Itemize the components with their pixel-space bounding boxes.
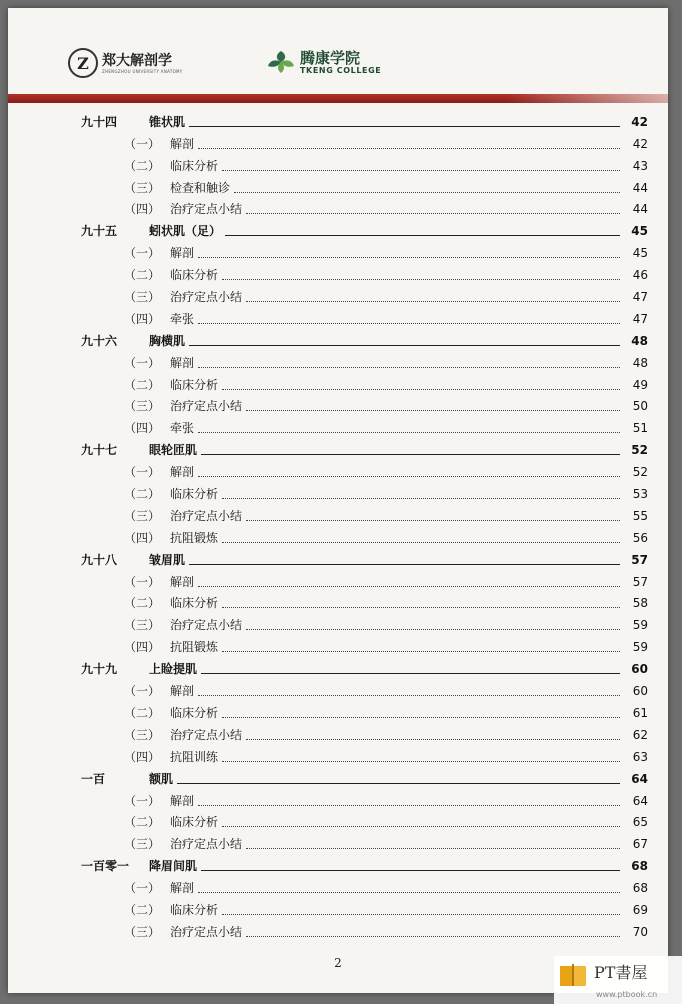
toc-title: 锥状肌 xyxy=(149,114,186,129)
toc-leader xyxy=(198,367,620,368)
toc-leader xyxy=(222,826,620,827)
toc-leader xyxy=(198,586,620,587)
toc-page-number: 62 xyxy=(632,727,648,742)
toc-section-row xyxy=(76,130,648,152)
toc-title: 牵张 xyxy=(170,421,195,436)
toc-title: 临床分析 xyxy=(170,596,219,611)
toc-leader xyxy=(246,936,620,937)
toc-section-row xyxy=(76,677,648,699)
toc-section-row xyxy=(76,787,648,809)
toc-page-number: 57 xyxy=(631,552,648,567)
toc-leader xyxy=(222,717,620,718)
toc-number: （三） xyxy=(124,837,161,852)
toc-page-number: 44 xyxy=(632,180,648,195)
toc-number: （二） xyxy=(124,487,161,502)
toc-title: 治疗定点小结 xyxy=(170,399,243,414)
toc-number: （二） xyxy=(124,268,161,283)
toc-page-number: 59 xyxy=(632,618,648,633)
toc-page-number: 43 xyxy=(632,158,648,173)
toc-title: 临床分析 xyxy=(170,268,219,283)
toc-title: 解剖 xyxy=(170,136,195,151)
document-page xyxy=(8,8,668,999)
page-number: 2 xyxy=(334,956,342,970)
toc-leader xyxy=(246,629,620,630)
toc-title: 临床分析 xyxy=(170,158,219,173)
toc-leader xyxy=(201,454,620,455)
toc-section-row xyxy=(76,371,648,393)
toc-title: 胸横肌 xyxy=(149,333,186,348)
toc-title: 检查和触诊 xyxy=(170,180,231,195)
toc-section-row xyxy=(76,458,648,480)
toc-leader xyxy=(198,695,620,696)
toc-leader xyxy=(201,870,620,871)
left-logo-name: 郑大解剖学 xyxy=(102,52,172,69)
toc-title: 临床分析 xyxy=(170,815,219,830)
toc-title: 解剖 xyxy=(170,574,195,589)
toc-leader xyxy=(198,476,620,477)
toc-page-number: 67 xyxy=(632,837,648,852)
toc-leader xyxy=(189,564,620,565)
header-rule-fade xyxy=(508,94,668,103)
toc-leader xyxy=(246,213,620,214)
toc-section-row xyxy=(76,480,648,502)
tkeng-leaf-emblem-icon xyxy=(266,49,296,75)
toc-section-row xyxy=(76,874,648,896)
tkeng-college-logo xyxy=(266,49,381,75)
toc-page-number: 52 xyxy=(632,465,648,480)
toc-number: 九十九 xyxy=(81,662,118,677)
toc-number: 九十四 xyxy=(81,114,118,129)
table-of-contents xyxy=(76,108,648,940)
toc-chapter-row xyxy=(76,852,648,874)
toc-number: （三） xyxy=(124,399,161,414)
toc-page-number: 59 xyxy=(632,640,648,655)
toc-leader xyxy=(246,410,620,411)
toc-leader xyxy=(198,257,620,258)
toc-number: （四） xyxy=(124,311,161,326)
toc-section-row xyxy=(76,305,648,327)
toc-leader xyxy=(198,323,620,324)
toc-leader xyxy=(246,739,620,740)
toc-chapter-row xyxy=(76,655,648,677)
toc-title: 治疗定点小结 xyxy=(170,508,243,523)
toc-page-number: 56 xyxy=(632,530,648,545)
toc-leader xyxy=(222,914,620,915)
toc-title: 解剖 xyxy=(170,793,195,808)
toc-leader xyxy=(222,170,620,171)
right-logo-subname: TKENG COLLEGE xyxy=(300,65,382,75)
toc-title: 上睑提肌 xyxy=(149,662,198,677)
toc-section-row xyxy=(76,830,648,852)
toc-number: （四） xyxy=(124,421,161,436)
toc-page-number: 45 xyxy=(631,224,648,239)
toc-title: 解剖 xyxy=(170,465,195,480)
toc-chapter-row xyxy=(76,327,648,349)
toc-leader xyxy=(189,345,620,346)
toc-leader xyxy=(177,783,620,784)
toc-section-row xyxy=(76,611,648,633)
toc-number: 一百零一 xyxy=(81,859,130,874)
toc-title: 蚓状肌（足） xyxy=(149,224,222,239)
toc-page-number: 50 xyxy=(632,399,648,414)
toc-leader xyxy=(198,892,620,893)
toc-chapter-row xyxy=(76,108,648,130)
toc-page-number: 47 xyxy=(632,311,648,326)
toc-page-number: 49 xyxy=(632,377,648,392)
toc-section-row xyxy=(76,590,648,612)
toc-title: 临床分析 xyxy=(170,487,219,502)
toc-title: 治疗定点小结 xyxy=(170,618,243,633)
toc-chapter-row xyxy=(76,765,648,787)
toc-title: 临床分析 xyxy=(170,705,219,720)
toc-page-number: 53 xyxy=(632,487,648,502)
toc-number: （一） xyxy=(124,136,161,151)
toc-number: （二） xyxy=(124,902,161,917)
right-logo-name: 腾康学院 xyxy=(300,48,361,67)
toc-page-number: 69 xyxy=(632,902,648,917)
toc-page-number: 64 xyxy=(632,793,648,808)
toc-section-row xyxy=(76,349,648,371)
toc-page-number: 46 xyxy=(632,268,648,283)
toc-number: （二） xyxy=(124,377,161,392)
toc-section-row xyxy=(76,239,648,261)
toc-title: 治疗定点小结 xyxy=(170,924,243,939)
toc-page-number: 48 xyxy=(631,333,648,348)
book-icon xyxy=(558,962,588,988)
toc-number: （三） xyxy=(124,727,161,742)
toc-title: 治疗定点小结 xyxy=(170,837,243,852)
watermark-url: www.ptbook.cn xyxy=(596,990,658,999)
toc-leader xyxy=(222,542,620,543)
toc-leader xyxy=(222,498,620,499)
toc-number: （二） xyxy=(124,705,161,720)
toc-page-number: 65 xyxy=(632,815,648,830)
toc-leader xyxy=(198,805,620,806)
toc-number: （三） xyxy=(124,180,161,195)
toc-number: （一） xyxy=(124,355,161,370)
toc-page-number: 48 xyxy=(632,355,648,370)
toc-section-row xyxy=(76,633,648,655)
toc-title: 牵张 xyxy=(170,311,195,326)
toc-title: 皱眉肌 xyxy=(149,552,186,567)
watermark-text: PT書屋 xyxy=(594,963,648,982)
toc-number: （一） xyxy=(124,684,161,699)
toc-page-number: 45 xyxy=(632,246,648,261)
toc-leader xyxy=(222,761,620,762)
toc-section-row xyxy=(76,896,648,918)
toc-title: 额肌 xyxy=(149,771,174,786)
toc-page-number: 63 xyxy=(632,749,648,764)
toc-leader xyxy=(201,673,620,674)
ptbook-watermark xyxy=(554,956,682,1004)
toc-title: 治疗定点小结 xyxy=(170,202,243,217)
toc-number: （三） xyxy=(124,290,161,305)
toc-chapter-row xyxy=(76,546,648,568)
toc-page-number: 68 xyxy=(632,881,648,896)
toc-title: 抗阻锻炼 xyxy=(170,530,219,545)
toc-page-number: 52 xyxy=(631,443,648,458)
toc-number: 九十五 xyxy=(81,224,118,239)
toc-leader xyxy=(222,279,620,280)
toc-number: （一） xyxy=(124,574,161,589)
toc-number: （二） xyxy=(124,596,161,611)
toc-section-row xyxy=(76,743,648,765)
toc-page-number: 58 xyxy=(632,596,648,611)
toc-title: 解剖 xyxy=(170,246,195,261)
toc-chapter-row xyxy=(76,436,648,458)
toc-page-number: 60 xyxy=(632,684,648,699)
toc-title: 临床分析 xyxy=(170,377,219,392)
toc-number: （三） xyxy=(124,924,161,939)
toc-title: 解剖 xyxy=(170,355,195,370)
toc-leader xyxy=(198,432,620,433)
toc-title: 治疗定点小结 xyxy=(170,290,243,305)
toc-page-number: 68 xyxy=(631,859,648,874)
left-logo-subname: ZHENGZHOU UNIVERSITY ANATOMY xyxy=(102,68,183,74)
toc-title: 眼轮匝肌 xyxy=(149,443,198,458)
toc-page-number: 60 xyxy=(631,662,648,677)
toc-number: （四） xyxy=(124,202,161,217)
z-circle-logo-icon: Z xyxy=(68,48,98,78)
toc-number: （二） xyxy=(124,158,161,173)
toc-section-row xyxy=(76,414,648,436)
toc-number: （四） xyxy=(124,749,161,764)
toc-section-row xyxy=(76,918,648,940)
toc-section-row xyxy=(76,174,648,196)
toc-section-row xyxy=(76,809,648,831)
toc-leader xyxy=(246,301,620,302)
toc-title: 抗阻训练 xyxy=(170,749,219,764)
bleed-through-ghost xyxy=(478,48,678,88)
toc-leader xyxy=(225,235,620,236)
toc-number: （一） xyxy=(124,793,161,808)
toc-number: 九十七 xyxy=(81,443,118,458)
toc-title: 解剖 xyxy=(170,684,195,699)
toc-number: 一百 xyxy=(81,771,106,786)
toc-page-number: 70 xyxy=(632,924,648,939)
toc-leader xyxy=(246,520,620,521)
toc-page-number: 47 xyxy=(632,290,648,305)
toc-title: 治疗定点小结 xyxy=(170,727,243,742)
toc-number: 九十六 xyxy=(81,333,118,348)
toc-chapter-row xyxy=(76,217,648,239)
toc-leader xyxy=(222,607,620,608)
toc-number: （一） xyxy=(124,465,161,480)
toc-number: （一） xyxy=(124,881,161,896)
toc-title: 解剖 xyxy=(170,881,195,896)
toc-page-number: 42 xyxy=(632,136,648,151)
toc-page-number: 42 xyxy=(631,114,648,129)
toc-number: （二） xyxy=(124,815,161,830)
toc-page-number: 61 xyxy=(632,705,648,720)
toc-title: 临床分析 xyxy=(170,902,219,917)
toc-page-number: 57 xyxy=(632,574,648,589)
toc-leader xyxy=(234,192,620,193)
toc-leader xyxy=(246,848,620,849)
toc-section-row xyxy=(76,283,648,305)
toc-section-row xyxy=(76,524,648,546)
toc-page-number: 64 xyxy=(631,771,648,786)
toc-page-number: 51 xyxy=(632,421,648,436)
toc-title: 降眉间肌 xyxy=(149,859,198,874)
toc-number: （四） xyxy=(124,640,161,655)
toc-number: （三） xyxy=(124,508,161,523)
toc-leader xyxy=(222,389,620,390)
toc-section-row xyxy=(76,152,648,174)
toc-number: （三） xyxy=(124,618,161,633)
toc-title: 抗阻锻炼 xyxy=(170,640,219,655)
toc-leader xyxy=(198,148,620,149)
toc-section-row xyxy=(76,699,648,721)
toc-section-row xyxy=(76,196,648,218)
toc-page-number: 44 xyxy=(632,202,648,217)
toc-section-row xyxy=(76,393,648,415)
toc-page-number: 55 xyxy=(632,508,648,523)
toc-section-row xyxy=(76,721,648,743)
toc-number: （四） xyxy=(124,530,161,545)
toc-section-row xyxy=(76,502,648,524)
toc-number: （一） xyxy=(124,246,161,261)
toc-number: 九十八 xyxy=(81,552,118,567)
toc-section-row xyxy=(76,568,648,590)
zhengda-anatomy-logo xyxy=(68,48,183,78)
toc-leader xyxy=(222,651,620,652)
toc-section-row xyxy=(76,261,648,283)
toc-leader xyxy=(189,126,620,127)
